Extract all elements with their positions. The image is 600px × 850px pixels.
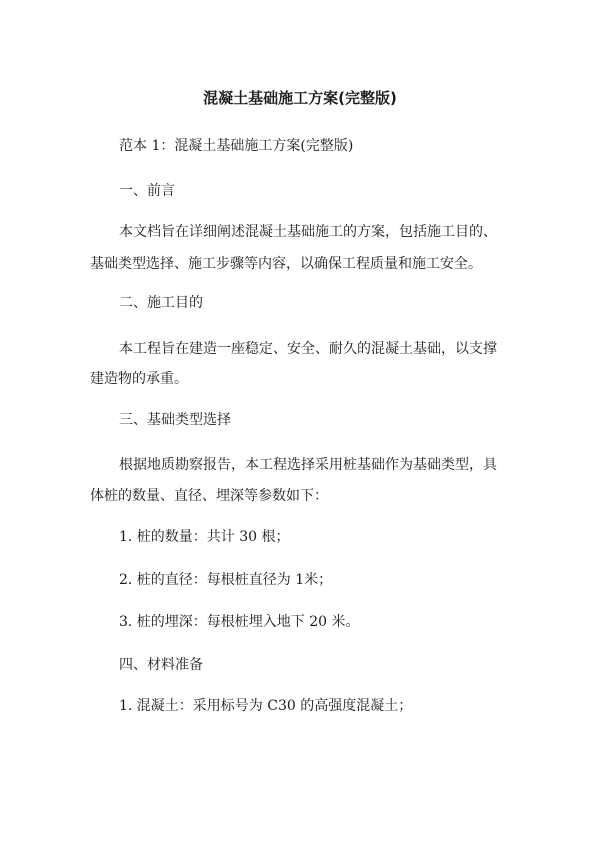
- paragraph-line: 基础类型选择、施工步骤等内容，以确保工程质量和施工安全。: [90, 256, 482, 272]
- paragraph-line: 本文档旨在详细阐述混凝土基础施工的方案，包括施工目的、: [119, 224, 497, 240]
- list-item: 1. 混凝土：采用标号为 C30 的高强度混凝土；: [119, 698, 413, 714]
- paragraph-line: 根据地质勘察报告，本工程选择采用桩基础作为基础类型，具: [119, 457, 497, 473]
- list-item: 1. 桩的数量：共计 30 根；: [119, 529, 290, 545]
- section-heading-foundation-type: 三、基础类型选择: [119, 412, 231, 428]
- paragraph-line: 本工程旨在建造一座稳定、安全、耐久的混凝土基础，以支撑: [119, 341, 497, 357]
- section-heading-purpose: 二、施工目的: [119, 295, 203, 311]
- paragraph-line: 建造物的承重。: [90, 371, 188, 387]
- paragraph-line: 体桩的数量、直径、埋深等参数如下：: [90, 488, 328, 504]
- template-label: 范本 1：混凝土基础施工方案(完整版): [119, 138, 354, 154]
- list-item: 3. 桩的埋深：每根桩埋入地下 20 米。: [119, 614, 360, 630]
- section-heading-materials: 四、材料准备: [119, 657, 203, 673]
- section-heading-preface: 一、前言: [119, 183, 175, 199]
- list-item: 2. 桩的直径：每根桩直径为 1米；: [119, 572, 333, 588]
- document-title: 混凝土基础施工方案(完整版): [203, 89, 397, 107]
